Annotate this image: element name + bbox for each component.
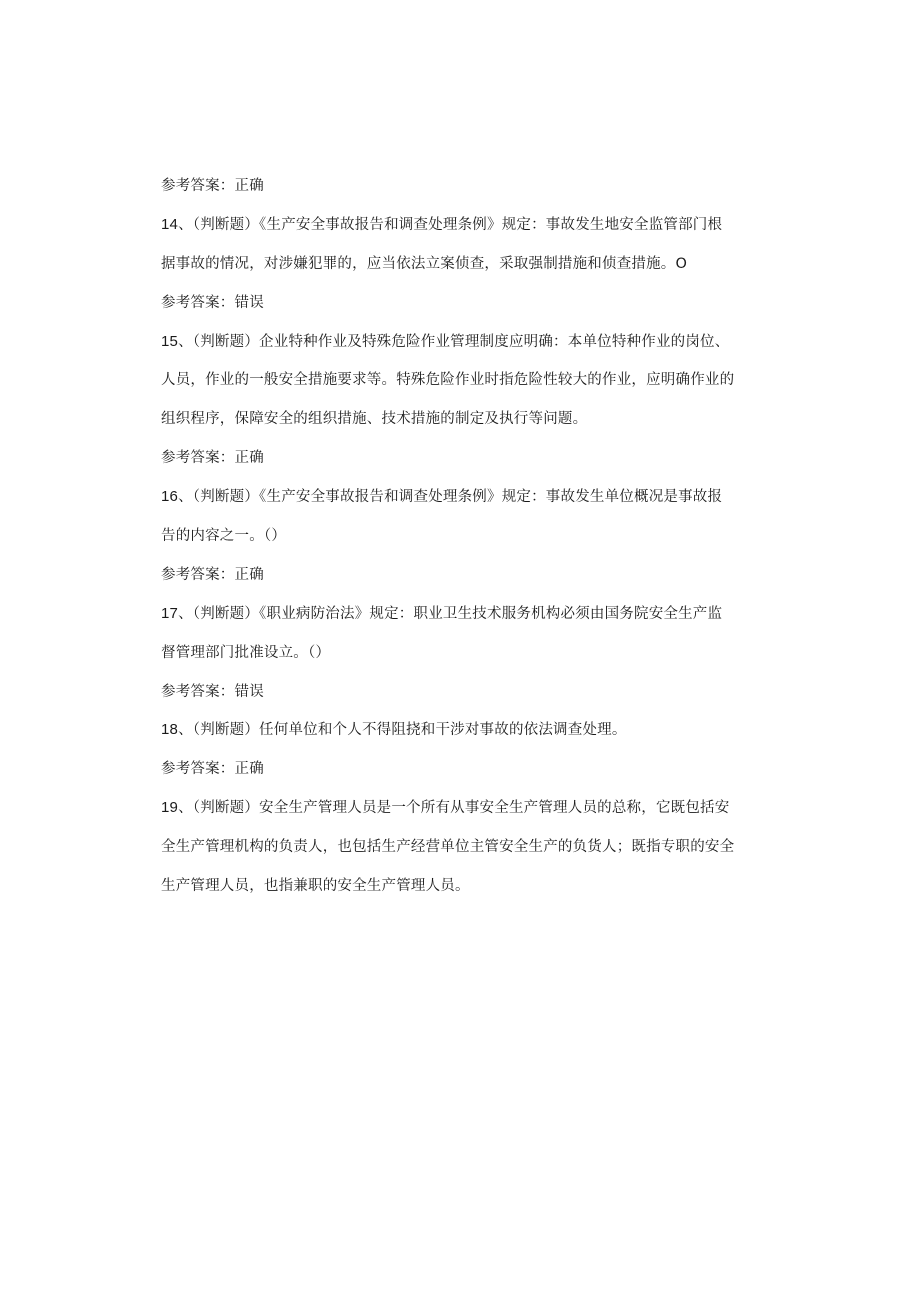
answer-line <box>161 678 761 717</box>
answer-line <box>161 289 761 328</box>
question-text-line <box>161 405 761 444</box>
question-item <box>161 794 761 911</box>
question-number-separator: 、 <box>178 605 193 622</box>
question-item <box>161 328 761 445</box>
question-number: 17 <box>161 604 179 622</box>
question-number: 14 <box>161 215 179 233</box>
answer-label: 参考答案： <box>161 178 235 194</box>
question-text: 告的内容之一。（） <box>161 528 287 545</box>
question-item <box>161 483 761 561</box>
answer-label: 参考答案： <box>161 566 235 583</box>
answer-row <box>161 444 761 483</box>
question-list <box>161 172 761 911</box>
answer-value: 正确 <box>234 450 264 467</box>
question-text-line <box>161 211 761 250</box>
question-text-line <box>161 872 761 911</box>
answer-row <box>161 289 761 328</box>
question-text-line <box>161 366 761 405</box>
question-text-line <box>161 639 761 678</box>
question-number: 18 <box>161 721 179 739</box>
answer-label: 参考答案： <box>161 761 235 778</box>
question-item <box>161 211 761 289</box>
question-text: 人员，作业的一般安全措施要求等。特殊危险作业时指危险性较大的作业，应明确作业的 <box>161 372 735 389</box>
answer-line <box>161 561 761 600</box>
question-number-separator: 、 <box>178 800 193 817</box>
question-text: （判断题）《职业病防治法》规定：职业卫生技术服务机构必须由国务院安全生产监 <box>192 605 723 622</box>
question-text-line <box>161 328 761 367</box>
question-text: 生产管理人员，也指兼职的安全生产管理人员。 <box>161 878 470 895</box>
answer-value: 错误 <box>234 294 264 311</box>
answer-label: 参考答案： <box>161 683 235 700</box>
answer-value: 正确 <box>234 178 264 194</box>
answer-value: 正确 <box>234 566 264 583</box>
question-number-separator: 、 <box>178 333 193 350</box>
answer-line <box>161 444 761 483</box>
answer-label: 参考答案： <box>161 450 235 467</box>
question-item <box>161 716 761 755</box>
question-text: （判断题）任何单位和个人不得阻挠和干涉对事故的依法调查处理。 <box>192 722 627 739</box>
question-number-separator: 、 <box>178 722 193 739</box>
answer-row <box>161 678 761 717</box>
question-text-line <box>161 716 761 755</box>
question-text: （判断题）安全生产管理人员是一个所有从事安全生产管理人员的总称，它既包括安 <box>192 800 730 817</box>
question-number: 16 <box>161 488 179 506</box>
question-number: 15 <box>161 332 179 350</box>
question-text: 组织程序，保障安全的组织措施、技术措施的制定及执行等问题。 <box>161 411 588 428</box>
question-number: 19 <box>161 799 179 817</box>
answer-value: 错误 <box>234 683 264 700</box>
answer-row <box>161 172 761 211</box>
question-text: （判断题）企业特种作业及特殊危险作业管理制度应明确：本单位特种作业的岗位、 <box>192 333 730 350</box>
question-item <box>161 600 761 678</box>
answer-line <box>161 172 761 211</box>
question-text: 全生产管理机构的负责人，也包括生产经营单位主管安全生产的负货人；既指专职的安全 <box>161 839 735 856</box>
answer-value: 正确 <box>234 761 264 778</box>
question-number-separator: 、 <box>178 489 193 506</box>
answer-label: 参考答案： <box>161 294 235 311</box>
question-text-line <box>161 522 761 561</box>
question-text: 督管理部门批准设立。（） <box>161 644 331 661</box>
question-number-separator: 、 <box>178 216 193 233</box>
question-text-line <box>161 833 761 872</box>
question-text-line <box>161 794 761 833</box>
question-text: 据事故的情况，对涉嫌犯罪的，应当依法立案侦查，采取强制措施和侦查措施。O <box>161 255 688 272</box>
answer-row <box>161 561 761 600</box>
question-text-line <box>161 483 761 522</box>
question-text-line <box>161 600 761 639</box>
answer-row <box>161 755 761 794</box>
answer-line <box>161 755 761 794</box>
question-text: （判断题）《生产安全事故报告和调查处理条例》规定：事故发生地安全监管部门根 <box>192 216 723 233</box>
question-text: （判断题）《生产安全事故报告和调查处理条例》规定：事故发生单位概况是事故报 <box>192 489 723 506</box>
question-text-line <box>161 250 761 289</box>
